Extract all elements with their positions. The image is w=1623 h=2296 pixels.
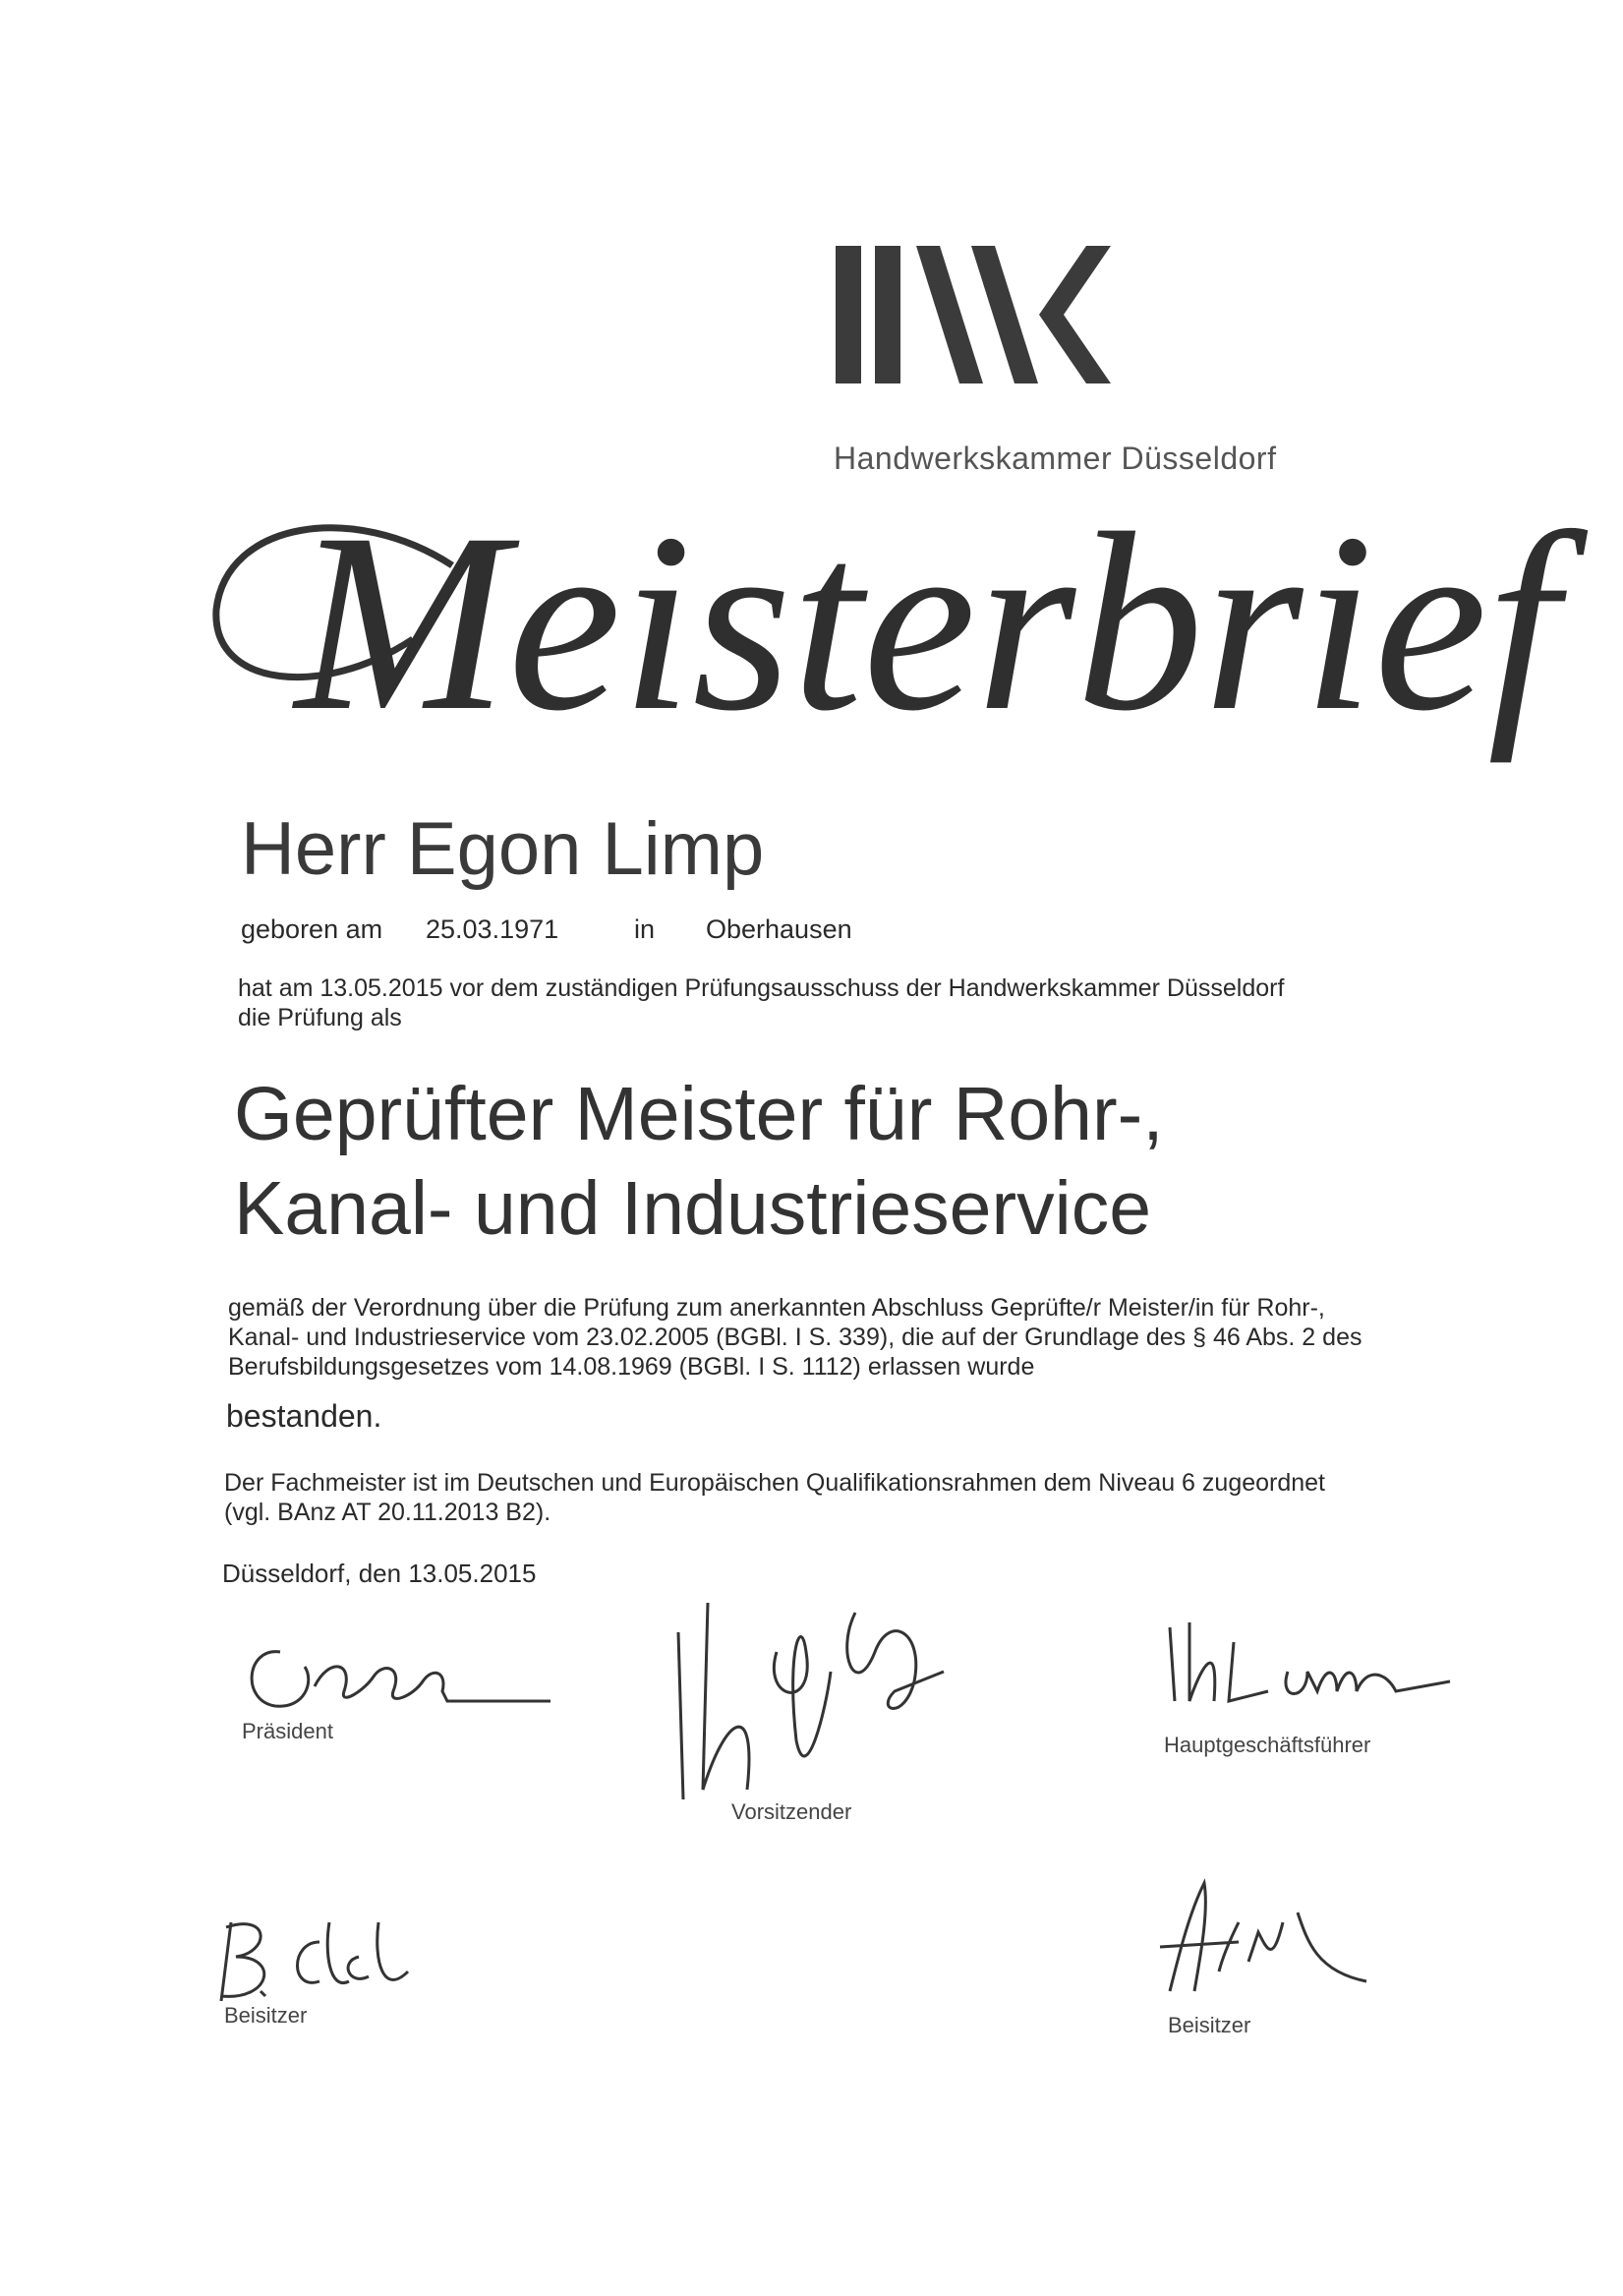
legal-line: gemäß der Verordnung über die Prüfung zum anerkannten Abschluss Geprüfte/r Meister/in für Rohr-, xyxy=(228,1294,1325,1322)
result-text: bestanden. xyxy=(226,1398,382,1434)
intro-line: hat am 13.05.2015 vor dem zuständigen Prüfungsausschuss der Handwerkskammer Düsseldorf xyxy=(238,974,1285,1002)
birth-place-prefix: in xyxy=(634,914,656,944)
qualification-text xyxy=(224,1468,1325,1527)
degree-line: Kanal- und Industrieservice xyxy=(234,1166,1152,1251)
birth-date: 25.03.1971 xyxy=(426,914,559,944)
qualification-line: Der Fachmeister ist im Deutschen und Europäischen Qualifikationsrahmen dem Niveau 6 zugeordnet xyxy=(224,1469,1326,1497)
hwk-logo-mark xyxy=(836,246,1121,383)
recipient-name: Herr Egon Limp xyxy=(241,807,765,891)
legal-basis-text xyxy=(228,1293,1362,1382)
organization-name: Handwerkskammer Düsseldorf xyxy=(834,441,1277,476)
president-signature xyxy=(236,1632,560,1731)
document-title-script xyxy=(206,462,1559,836)
chair-signature xyxy=(668,1593,954,1819)
assessor-right-signature xyxy=(1150,1873,1386,2001)
degree-title xyxy=(234,1067,1164,1256)
qualification-line: (vgl. BAnz AT 20.11.2013 B2). xyxy=(224,1499,551,1526)
document-title: Meisterbrief xyxy=(295,481,1559,764)
chair-label: Vorsitzender xyxy=(731,1799,852,1824)
legal-line: Berufsbildungsgesetzes vom 14.08.1969 (BGBl. I S. 1112) erlassen wurde xyxy=(228,1353,1035,1381)
chief-executive-label: Hauptgeschäftsführer xyxy=(1164,1733,1371,1757)
assessor-left-signature xyxy=(211,1903,428,2011)
president-label: Präsident xyxy=(242,1719,333,1743)
intro-text xyxy=(238,973,1284,1032)
hwk-logo xyxy=(836,246,1121,383)
assessor-left-label: Beisitzer xyxy=(224,2003,308,2028)
place-and-date: Düsseldorf, den 13.05.2015 xyxy=(222,1559,537,1588)
intro-line: die Prüfung als xyxy=(238,1004,402,1031)
assessor-right-label: Beisitzer xyxy=(1168,2013,1251,2037)
chief-executive-signature xyxy=(1160,1613,1455,1721)
degree-line: Geprüfter Meister für Rohr-, xyxy=(234,1072,1164,1156)
birth-label: geboren am xyxy=(241,914,383,944)
birth-place: Oberhausen xyxy=(706,914,852,944)
legal-line: Kanal- und Industrieservice vom 23.02.2005 (BGBl. I S. 339), die auf der Grundlage des § 46 Abs. 2 des xyxy=(228,1324,1362,1351)
